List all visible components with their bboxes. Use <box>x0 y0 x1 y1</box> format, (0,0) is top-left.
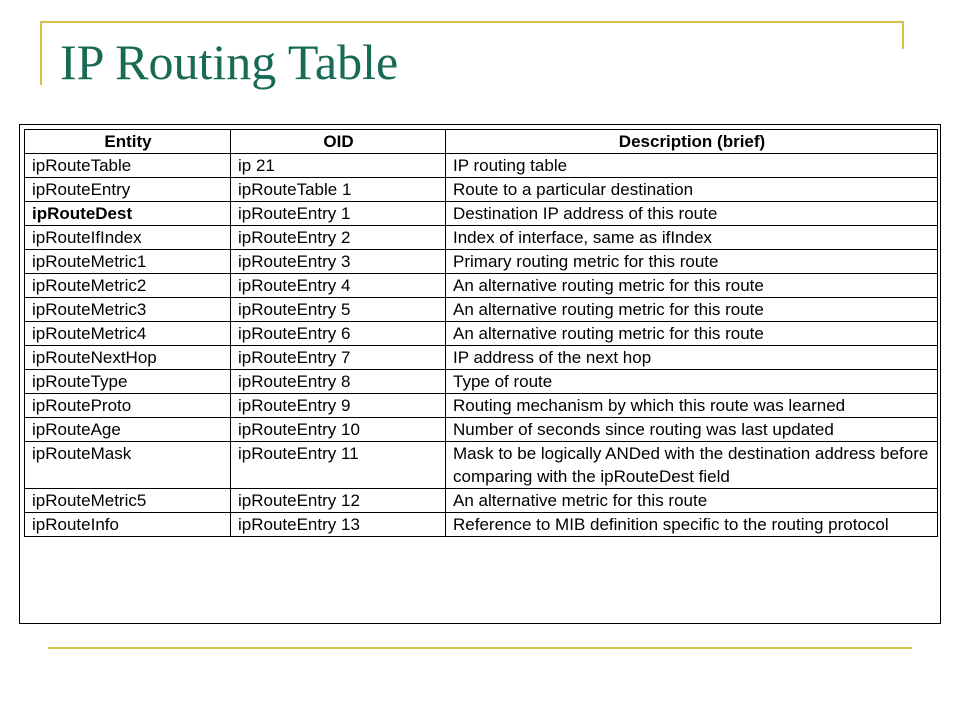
description-cell: Routing mechanism by which this route was learned <box>446 394 938 418</box>
oid-cell: ipRouteEntry 12 <box>231 489 446 513</box>
entity-cell: ipRouteEntry <box>25 178 231 202</box>
table-row <box>25 226 938 250</box>
description-cell: Reference to MIB definition specific to the routing protocol <box>446 513 938 537</box>
header-oid: OID <box>231 130 446 154</box>
entity-cell: ipRouteMetric2 <box>25 274 231 298</box>
entity-cell: ipRouteTable <box>25 154 231 178</box>
table-row <box>25 154 938 178</box>
header-entity: Entity <box>25 130 231 154</box>
description-cell: An alternative routing metric for this route <box>446 322 938 346</box>
table-row <box>25 370 938 394</box>
oid-cell: ipRouteTable 1 <box>231 178 446 202</box>
description-cell: IP address of the next hop <box>446 346 938 370</box>
table-row <box>25 178 938 202</box>
table-row <box>25 322 938 346</box>
oid-cell: ipRouteEntry 13 <box>231 513 446 537</box>
right-rule <box>902 21 904 49</box>
entity-cell: ipRouteMetric3 <box>25 298 231 322</box>
oid-cell: ip 21 <box>231 154 446 178</box>
entity-cell: ipRouteType <box>25 370 231 394</box>
description-cell: Number of seconds since routing was last updated <box>446 418 938 442</box>
oid-cell: ipRouteEntry 10 <box>231 418 446 442</box>
routing-table <box>24 129 938 537</box>
oid-cell: ipRouteEntry 11 <box>231 442 446 489</box>
left-rule <box>40 21 42 85</box>
table-row <box>25 298 938 322</box>
description-cell: Index of interface, same as ifIndex <box>446 226 938 250</box>
description-cell: Mask to be logically ANDed with the destination address before comparing with the ipRouteDest field <box>446 442 938 489</box>
oid-cell: ipRouteEntry 3 <box>231 250 446 274</box>
table-body <box>25 154 938 537</box>
entity-cell: ipRouteMetric1 <box>25 250 231 274</box>
table-row <box>25 489 938 513</box>
entity-cell: ipRouteMetric5 <box>25 489 231 513</box>
entity-cell: ipRouteProto <box>25 394 231 418</box>
slide-title: IP Routing Table <box>60 34 399 90</box>
entity-cell: ipRouteMetric4 <box>25 322 231 346</box>
oid-cell: ipRouteEntry 9 <box>231 394 446 418</box>
table-row <box>25 346 938 370</box>
description-cell: An alternative routing metric for this route <box>446 274 938 298</box>
oid-cell: ipRouteEntry 6 <box>231 322 446 346</box>
entity-cell: ipRouteAge <box>25 418 231 442</box>
table-row <box>25 418 938 442</box>
entity-cell: ipRouteDest <box>25 202 231 226</box>
table-row <box>25 202 938 226</box>
oid-cell: ipRouteEntry 4 <box>231 274 446 298</box>
description-cell: Primary routing metric for this route <box>446 250 938 274</box>
entity-cell: ipRouteInfo <box>25 513 231 537</box>
table-row <box>25 513 938 537</box>
table-header-row <box>25 130 938 154</box>
description-cell: Destination IP address of this route <box>446 202 938 226</box>
top-rule <box>40 21 904 23</box>
table-row <box>25 442 938 489</box>
entity-cell: ipRouteNextHop <box>25 346 231 370</box>
description-cell: An alternative routing metric for this route <box>446 298 938 322</box>
description-cell: IP routing table <box>446 154 938 178</box>
oid-cell: ipRouteEntry 1 <box>231 202 446 226</box>
entity-cell: ipRouteIfIndex <box>25 226 231 250</box>
header-description: Description (brief) <box>446 130 938 154</box>
oid-cell: ipRouteEntry 2 <box>231 226 446 250</box>
entity-cell: ipRouteMask <box>25 442 231 489</box>
oid-cell: ipRouteEntry 8 <box>231 370 446 394</box>
table-row <box>25 394 938 418</box>
description-cell: An alternative metric for this route <box>446 489 938 513</box>
oid-cell: ipRouteEntry 7 <box>231 346 446 370</box>
oid-cell: ipRouteEntry 5 <box>231 298 446 322</box>
table-row <box>25 274 938 298</box>
description-cell: Route to a particular destination <box>446 178 938 202</box>
table-row <box>25 250 938 274</box>
description-cell: Type of route <box>446 370 938 394</box>
bottom-rule <box>48 647 912 649</box>
routing-table-frame <box>19 124 941 624</box>
